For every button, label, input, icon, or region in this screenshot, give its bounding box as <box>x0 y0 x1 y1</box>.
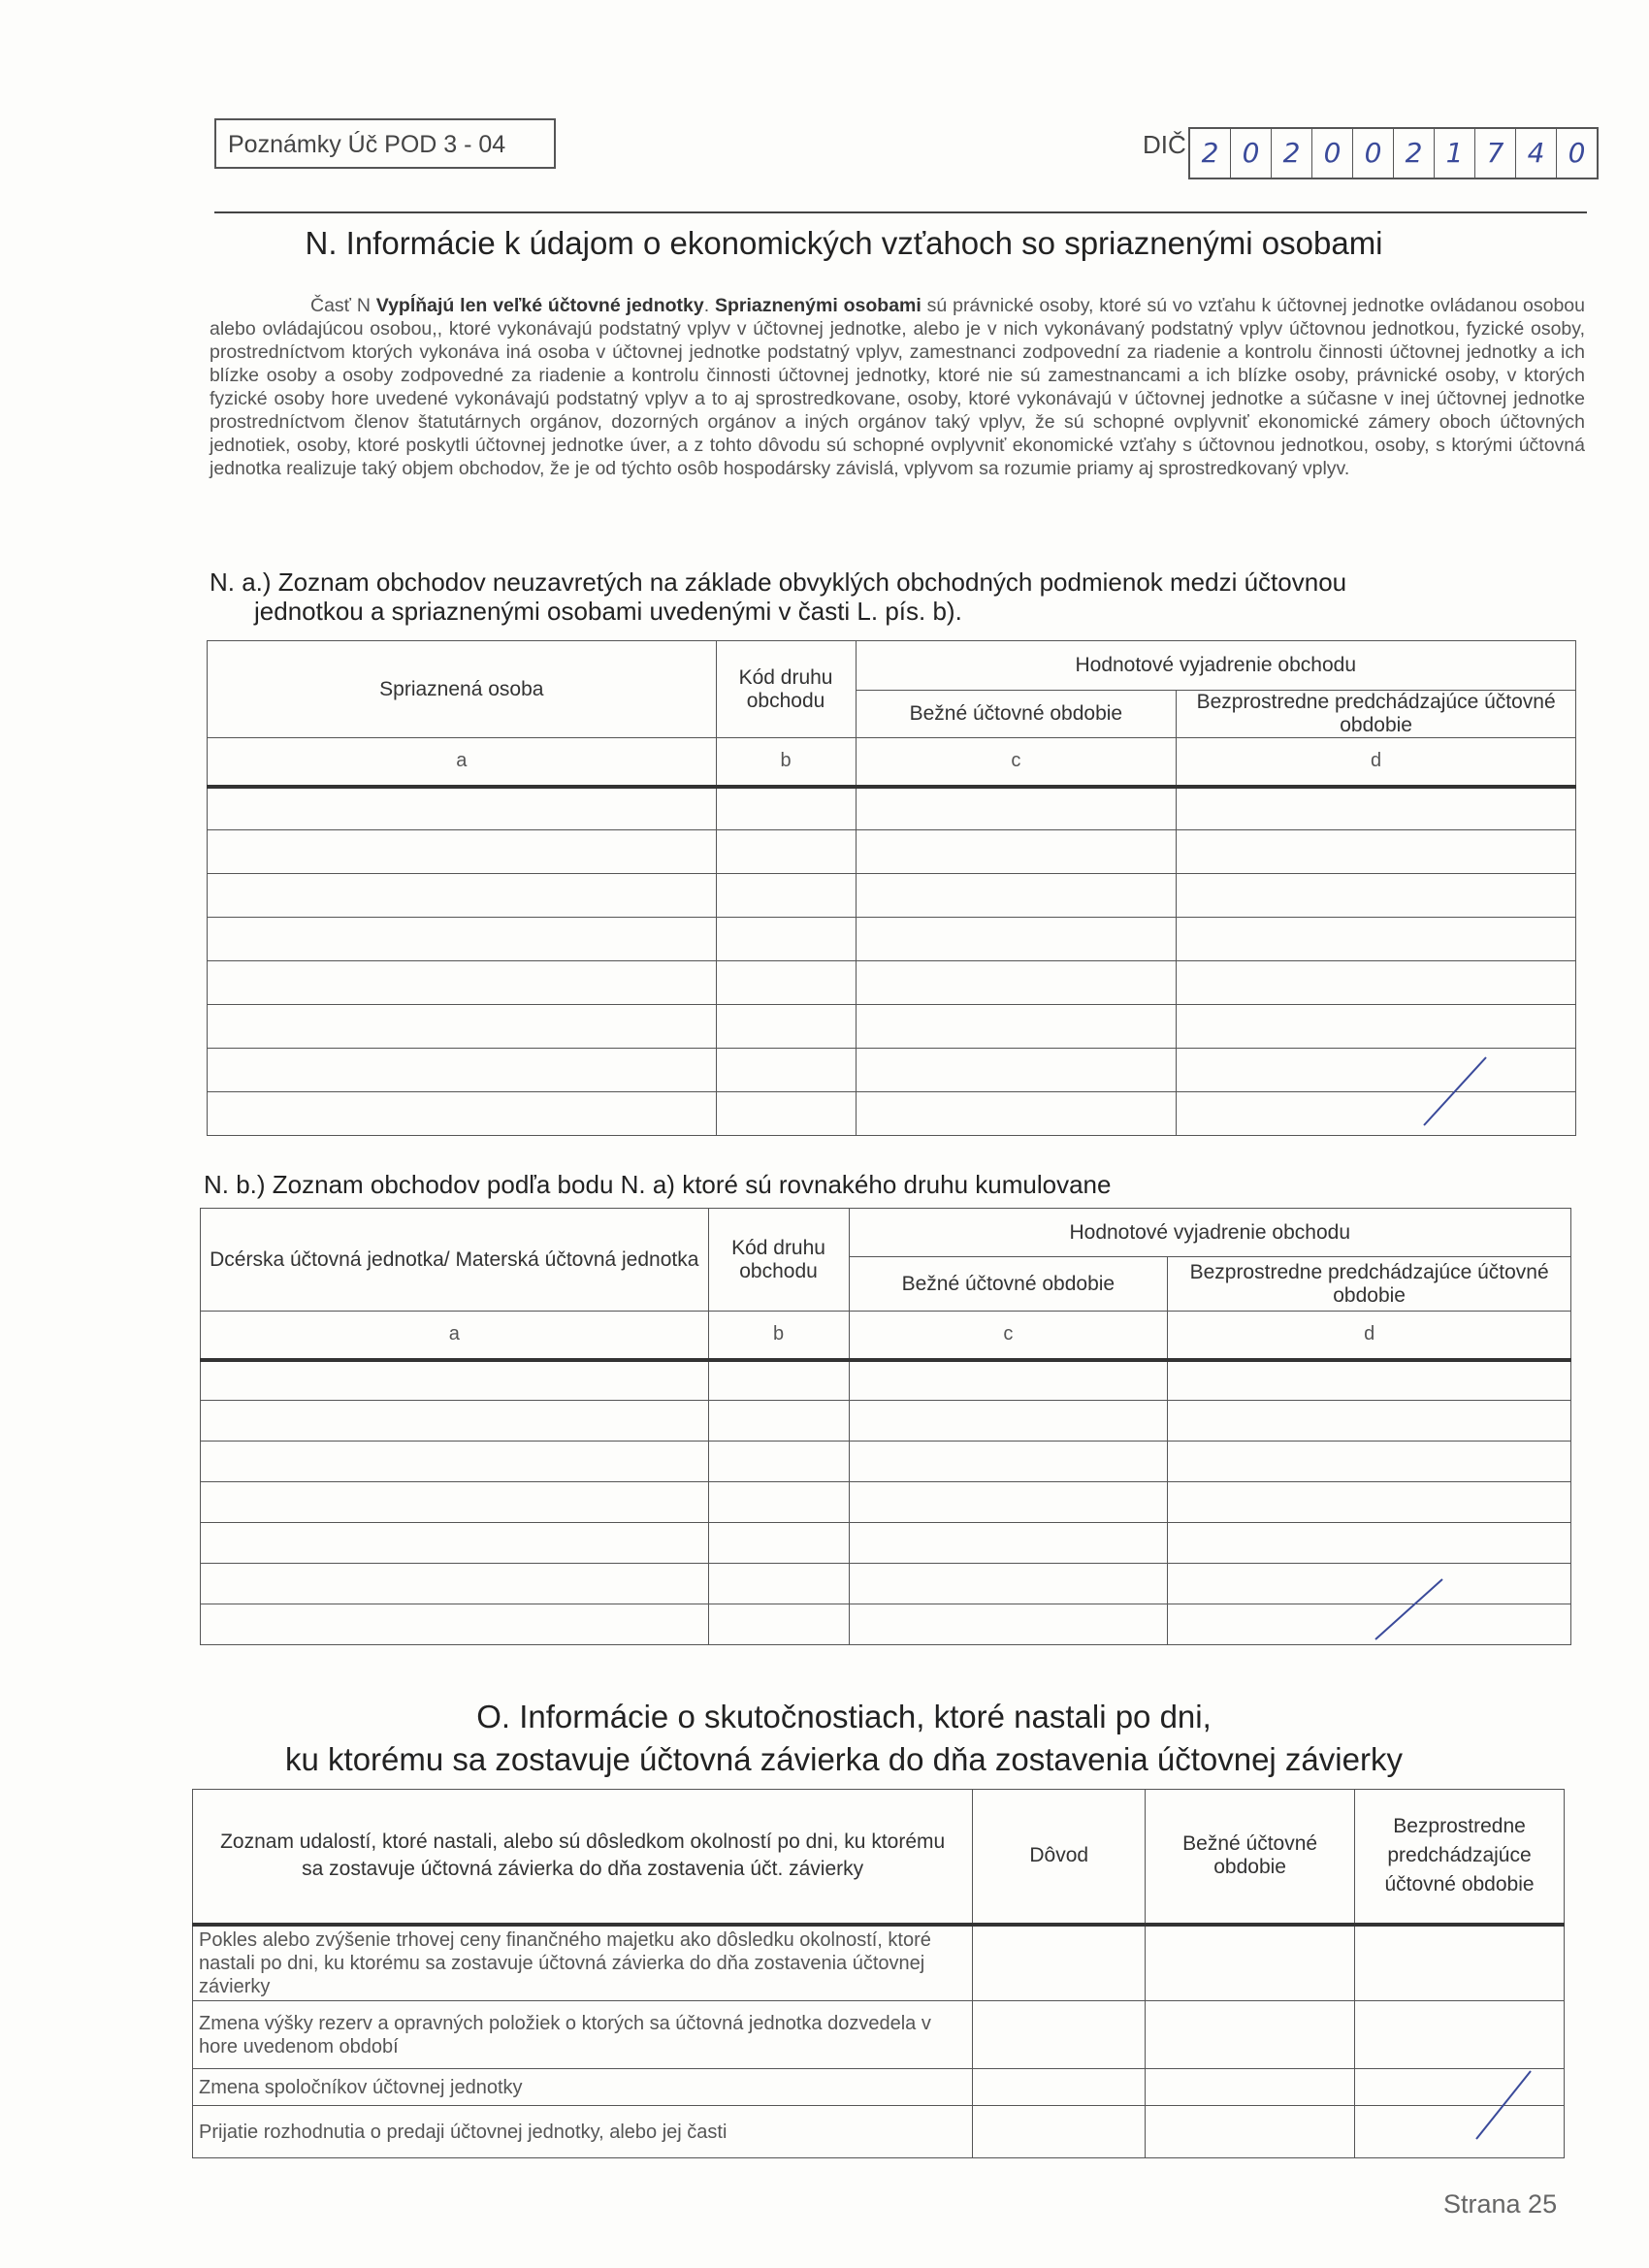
dic-digit: 0 <box>1312 129 1353 178</box>
cell[interactable] <box>1168 1564 1571 1604</box>
dic-digit: 0 <box>1353 129 1394 178</box>
title-line: O. Informácie o skutočnostiach, ktoré nastali po dni, <box>476 1699 1212 1734</box>
cell[interactable] <box>716 874 856 918</box>
cell[interactable] <box>1146 2001 1355 2069</box>
cell[interactable] <box>201 1564 709 1604</box>
page-number: Strana 25 <box>1443 2189 1558 2219</box>
table-row <box>208 1049 1576 1092</box>
col-header-a: Dcérska účtovná jednotka/ Materská účtovná jednotka <box>201 1209 709 1312</box>
dic-digit: 0 <box>1231 129 1272 178</box>
cell[interactable] <box>1168 1604 1571 1645</box>
cell[interactable] <box>208 918 717 961</box>
cell[interactable] <box>1355 2001 1565 2069</box>
dic-digit: 1 <box>1435 129 1475 178</box>
para-bold-2: Spriaznenými osobami <box>714 295 922 316</box>
cell[interactable] <box>973 2106 1146 2158</box>
cell[interactable] <box>856 918 1177 961</box>
divider <box>214 211 1587 213</box>
table-row <box>201 1360 1571 1401</box>
para-bold-1: Vypĺňajú len veľké účtovné jednotky <box>375 295 704 316</box>
cell[interactable] <box>1177 961 1576 1005</box>
cell[interactable] <box>849 1442 1168 1482</box>
cell[interactable] <box>856 1049 1177 1092</box>
table-row <box>208 787 1576 830</box>
cell[interactable] <box>1146 2069 1355 2106</box>
col-letter: a <box>208 738 717 787</box>
cell[interactable] <box>1168 1523 1571 1564</box>
cell[interactable] <box>201 1482 709 1523</box>
cell[interactable] <box>849 1360 1168 1401</box>
col-letter: b <box>716 738 856 787</box>
cell[interactable] <box>1177 1092 1576 1136</box>
cell[interactable] <box>208 830 717 874</box>
cell[interactable] <box>1168 1482 1571 1523</box>
cell[interactable] <box>1168 1360 1571 1401</box>
cell[interactable] <box>716 830 856 874</box>
dic-digit: 2 <box>1394 129 1435 178</box>
cell[interactable] <box>1168 1401 1571 1442</box>
cell[interactable] <box>708 1523 849 1564</box>
dic-digit: 0 <box>1568 137 1586 169</box>
col-header-a: Spriaznená osoba <box>208 641 717 738</box>
col-header-c: Bežné účtovné obdobie <box>856 691 1177 738</box>
cell[interactable] <box>708 1482 849 1523</box>
event-row-label: Prijatie rozhodnutia o predaji účtovnej jednotky, alebo jej časti <box>193 2106 973 2158</box>
section-o-title <box>194 1696 1494 1781</box>
para-rest: sú právnické osoby, ktoré sú vo vzťahu k účtovnej jednotke ovládanou osobou alebo ovládajúcou osobou,, ktoré vykonávajú podstatný vplyv v účtovnej jednotke, alebo je v nich vykonávaný podstatný vplyv účtovnou jednotkou, fyzické osoby, prostredníctvom ktorých vykonáva iná osoba v účtovnej jednotke podstatný vplyv, zamestnanci zodpovední za riadenie a kontrolu činnosti účtovnej jednotky a ich blízke osoby a osoby zodpovedné za riadenie a kontrolu činnosti účtovnej jednotky, ktoré nie sú zamestnancami a ich blízke osoby, právnické osoby, v ktorých fyzické osoby hore uvedené vykonávajú podstatný vplyv a to aj sprostredkovane, osoby, ktoré vykonávajú v účtovnej jednotke a súčasne v inej účtovnej jednotke prostredníctvom členov štatutárnych orgánov, dozorných orgánov a iných orgánov taký vplyv, že sú schopné ovplyvniť ekonomické zámery oboch účtovných jednotiek, osoby, ktoré poskytli účtovnej jednotke úver, a z tohto dôvodu sú schopné ovplyvniť ekonomické vzťahy s účtovnou jednotkou, osoby, s ktorými účtovná jednotka realizuje taký objem obchodov, že je od týchto osôb hospodársky závislá, vplyvom sa rozumie priamy aj sprostredkovaný vplyv. <box>210 295 1585 479</box>
cell[interactable] <box>856 830 1177 874</box>
dic-digit: 4 <box>1516 129 1557 178</box>
cell[interactable] <box>208 1049 717 1092</box>
table-row <box>201 1442 1571 1482</box>
cell[interactable] <box>849 1482 1168 1523</box>
cell[interactable] <box>716 961 856 1005</box>
col-letter: b <box>708 1312 849 1360</box>
cell[interactable] <box>973 2001 1146 2069</box>
col-header-d: Bezprostredne predchádzajúce účtovné obdobie <box>1168 1257 1571 1312</box>
form-code-box: Poznámky Úč POD 3 - 04 <box>214 118 556 169</box>
col-letter: c <box>849 1312 1168 1360</box>
col-header-reason: Dôvod <box>973 1790 1146 1925</box>
col-header-current: Bežné účtovné obdobie <box>1146 1790 1355 1925</box>
table-row <box>201 1604 1571 1645</box>
cell[interactable] <box>201 1604 709 1645</box>
cell[interactable] <box>849 1604 1168 1645</box>
cell[interactable] <box>716 1005 856 1049</box>
col-letter: d <box>1177 738 1576 787</box>
table-na-heading <box>210 567 1346 626</box>
cell[interactable] <box>849 1564 1168 1604</box>
cell[interactable] <box>856 1005 1177 1049</box>
table-row <box>201 1523 1571 1564</box>
cell[interactable] <box>708 1564 849 1604</box>
table-row <box>208 918 1576 961</box>
cell[interactable] <box>973 1925 1146 2001</box>
table-row <box>208 830 1576 874</box>
cell[interactable] <box>1355 2069 1565 2106</box>
col-letter: a <box>201 1312 709 1360</box>
dic-digit: 2 <box>1190 129 1231 178</box>
section-n-description: Časť N Vypĺňajú len veľké účtovné jednotky. Spriaznenými osobami sú právnické osoby, ktoré sú vo vzťahu k účtovnej jednotke ovládanou osobou alebo ovládajúcou osobou,, ktoré vykonávajú podstatný vplyv v účtovnej jednotke, alebo je v nich vykonávaný podstatný vplyv účtovnou jednotkou, fyzické osoby, prostredníctvom ktorých vykonáva iná osoba v účtovnej jednotke podstatný vplyv, zamestnanci zodpovední za riadenie a kontrolu činnosti účtovnej jednotky a ich blízke osoby a osoby zodpovedné za riadenie a kontrolu činnosti účtovnej jednotky, ktoré nie sú zamestnancami a ich blízke osoby, právnické osoby, v ktorých fyzické osoby hore uvedené vykonávajú podstatný vplyv a to aj sprostredkovane, osoby, ktoré vykonávajú v účtovnej jednotke a súčasne v inej účtovnej jednotke prostredníctvom členov štatutárnych orgánov, dozorných orgánov a iných orgánov taký vplyv, že sú schopné ovplyvniť ekonomické zámery oboch účtovných jednotiek, osoby, ktoré poskytli účtovnej jednotke úver, a z tohto dôvodu sú schopné ovplyvniť ekonomické vzťahy s účtovnou jednotkou, osoby, s ktorými účtovná jednotka realizuje taký objem obchodov, že je od týchto osôb hospodársky závislá, vplyvom sa rozumie priamy aj sprostredkovaný vplyv. <box>210 295 1585 479</box>
table-nb <box>200 1208 1571 1645</box>
table-nb-heading: N. b.) Zoznam obchodov podľa bodu N. a) ktoré sú rovnakého druhu kumulovane <box>204 1170 1112 1199</box>
cell[interactable] <box>856 1092 1177 1136</box>
event-row-label: Pokles alebo zvýšenie trhovej ceny finančného majetku ako dôsledku okolností, ktoré nastali po dni, ku ktorému sa zostavuje účtovná závierka do dňa zostavenia účtovnej závierky <box>193 1925 973 2001</box>
heading-line: N. a.) Zoznam obchodov neuzavretých na základe obvyklých obchodných podmienok medzi účtovnou <box>210 567 1347 597</box>
cell[interactable] <box>208 874 717 918</box>
section-n-title: N. Informácie k údajom o ekonomických vzťahoch so spriaznenými osobami <box>305 225 1383 261</box>
event-row-label: Zmena výšky rezerv a opravných položiek o ktorých sa účtovná jednotka dozvedela v hore uvedenom období <box>193 2001 973 2069</box>
cell[interactable] <box>1177 1049 1576 1092</box>
cell[interactable] <box>201 1523 709 1564</box>
title-line: ku ktorému sa zostavuje účtovná závierka do dňa zostavenia účtovnej závierky <box>285 1741 1403 1777</box>
dic-digit: 2 <box>1272 129 1312 178</box>
cell[interactable] <box>708 1401 849 1442</box>
para-lead: Časť N <box>310 295 371 316</box>
dic-label: DIČ <box>1143 130 1186 159</box>
table-row <box>201 1564 1571 1604</box>
cell[interactable] <box>708 1360 849 1401</box>
table-row <box>208 1005 1576 1049</box>
col-group-header: Hodnotové vyjadrenie obchodu <box>856 641 1576 691</box>
dic-field[interactable] <box>1188 127 1599 179</box>
table-row <box>208 1092 1576 1136</box>
cell[interactable] <box>201 1442 709 1482</box>
cell[interactable] <box>208 1005 717 1049</box>
cell[interactable] <box>716 787 856 830</box>
cell[interactable] <box>1177 918 1576 961</box>
col-header-d: Bezprostredne predchádzajúce účtovné obdobie <box>1177 691 1576 738</box>
cell[interactable] <box>208 1092 717 1136</box>
cell[interactable] <box>1146 2106 1355 2158</box>
table-row <box>208 874 1576 918</box>
heading-line: jednotkou a spriaznenými osobami uvedenými v časti L. pís. b). <box>254 597 962 626</box>
cell[interactable] <box>716 1092 856 1136</box>
col-header-events: Zoznam udalostí, ktoré nastali, alebo sú dôsledkom okolností po dni, ku ktorému sa zostavuje účtovná závierka do dňa zostavenia účt. závierky <box>193 1790 973 1925</box>
cell[interactable] <box>208 961 717 1005</box>
col-group-header: Hodnotové vyjadrenie obchodu <box>849 1209 1571 1257</box>
col-letter: d <box>1168 1312 1571 1360</box>
cell[interactable] <box>201 1360 709 1401</box>
table-o <box>192 1789 1565 2158</box>
cell[interactable] <box>716 918 856 961</box>
cell[interactable] <box>716 1049 856 1092</box>
table-na <box>207 640 1576 1136</box>
cell[interactable] <box>201 1401 709 1442</box>
cell[interactable] <box>708 1442 849 1482</box>
dic-digit: 7 <box>1475 129 1516 178</box>
table-row <box>208 961 1576 1005</box>
cell[interactable] <box>1177 830 1576 874</box>
cell[interactable] <box>1177 874 1576 918</box>
table-row <box>201 1401 1571 1442</box>
event-row-label: Zmena spoločníkov účtovnej jednotky <box>193 2069 973 2106</box>
cell[interactable] <box>1355 2106 1565 2158</box>
col-header-b: Kód druhu obchodu <box>708 1209 849 1312</box>
cell[interactable] <box>208 787 717 830</box>
cell[interactable] <box>856 787 1177 830</box>
cell[interactable] <box>1355 1925 1565 2001</box>
col-header-previous: Bezprostredne predchádzajúce účtovné obdobie <box>1355 1790 1565 1925</box>
cell[interactable] <box>1146 1925 1355 2001</box>
cell[interactable] <box>708 1604 849 1645</box>
col-letter: c <box>856 738 1177 787</box>
cell[interactable] <box>1177 787 1576 830</box>
cell[interactable] <box>849 1523 1168 1564</box>
col-header-b: Kód druhu obchodu <box>716 641 856 738</box>
col-header-c: Bežné účtovné obdobie <box>849 1257 1168 1312</box>
table-row <box>201 1482 1571 1523</box>
cell[interactable] <box>849 1401 1168 1442</box>
cell[interactable] <box>856 874 1177 918</box>
cell[interactable] <box>973 2069 1146 2106</box>
cell[interactable] <box>1177 1005 1576 1049</box>
cell[interactable] <box>1168 1442 1571 1482</box>
cell[interactable] <box>856 961 1177 1005</box>
